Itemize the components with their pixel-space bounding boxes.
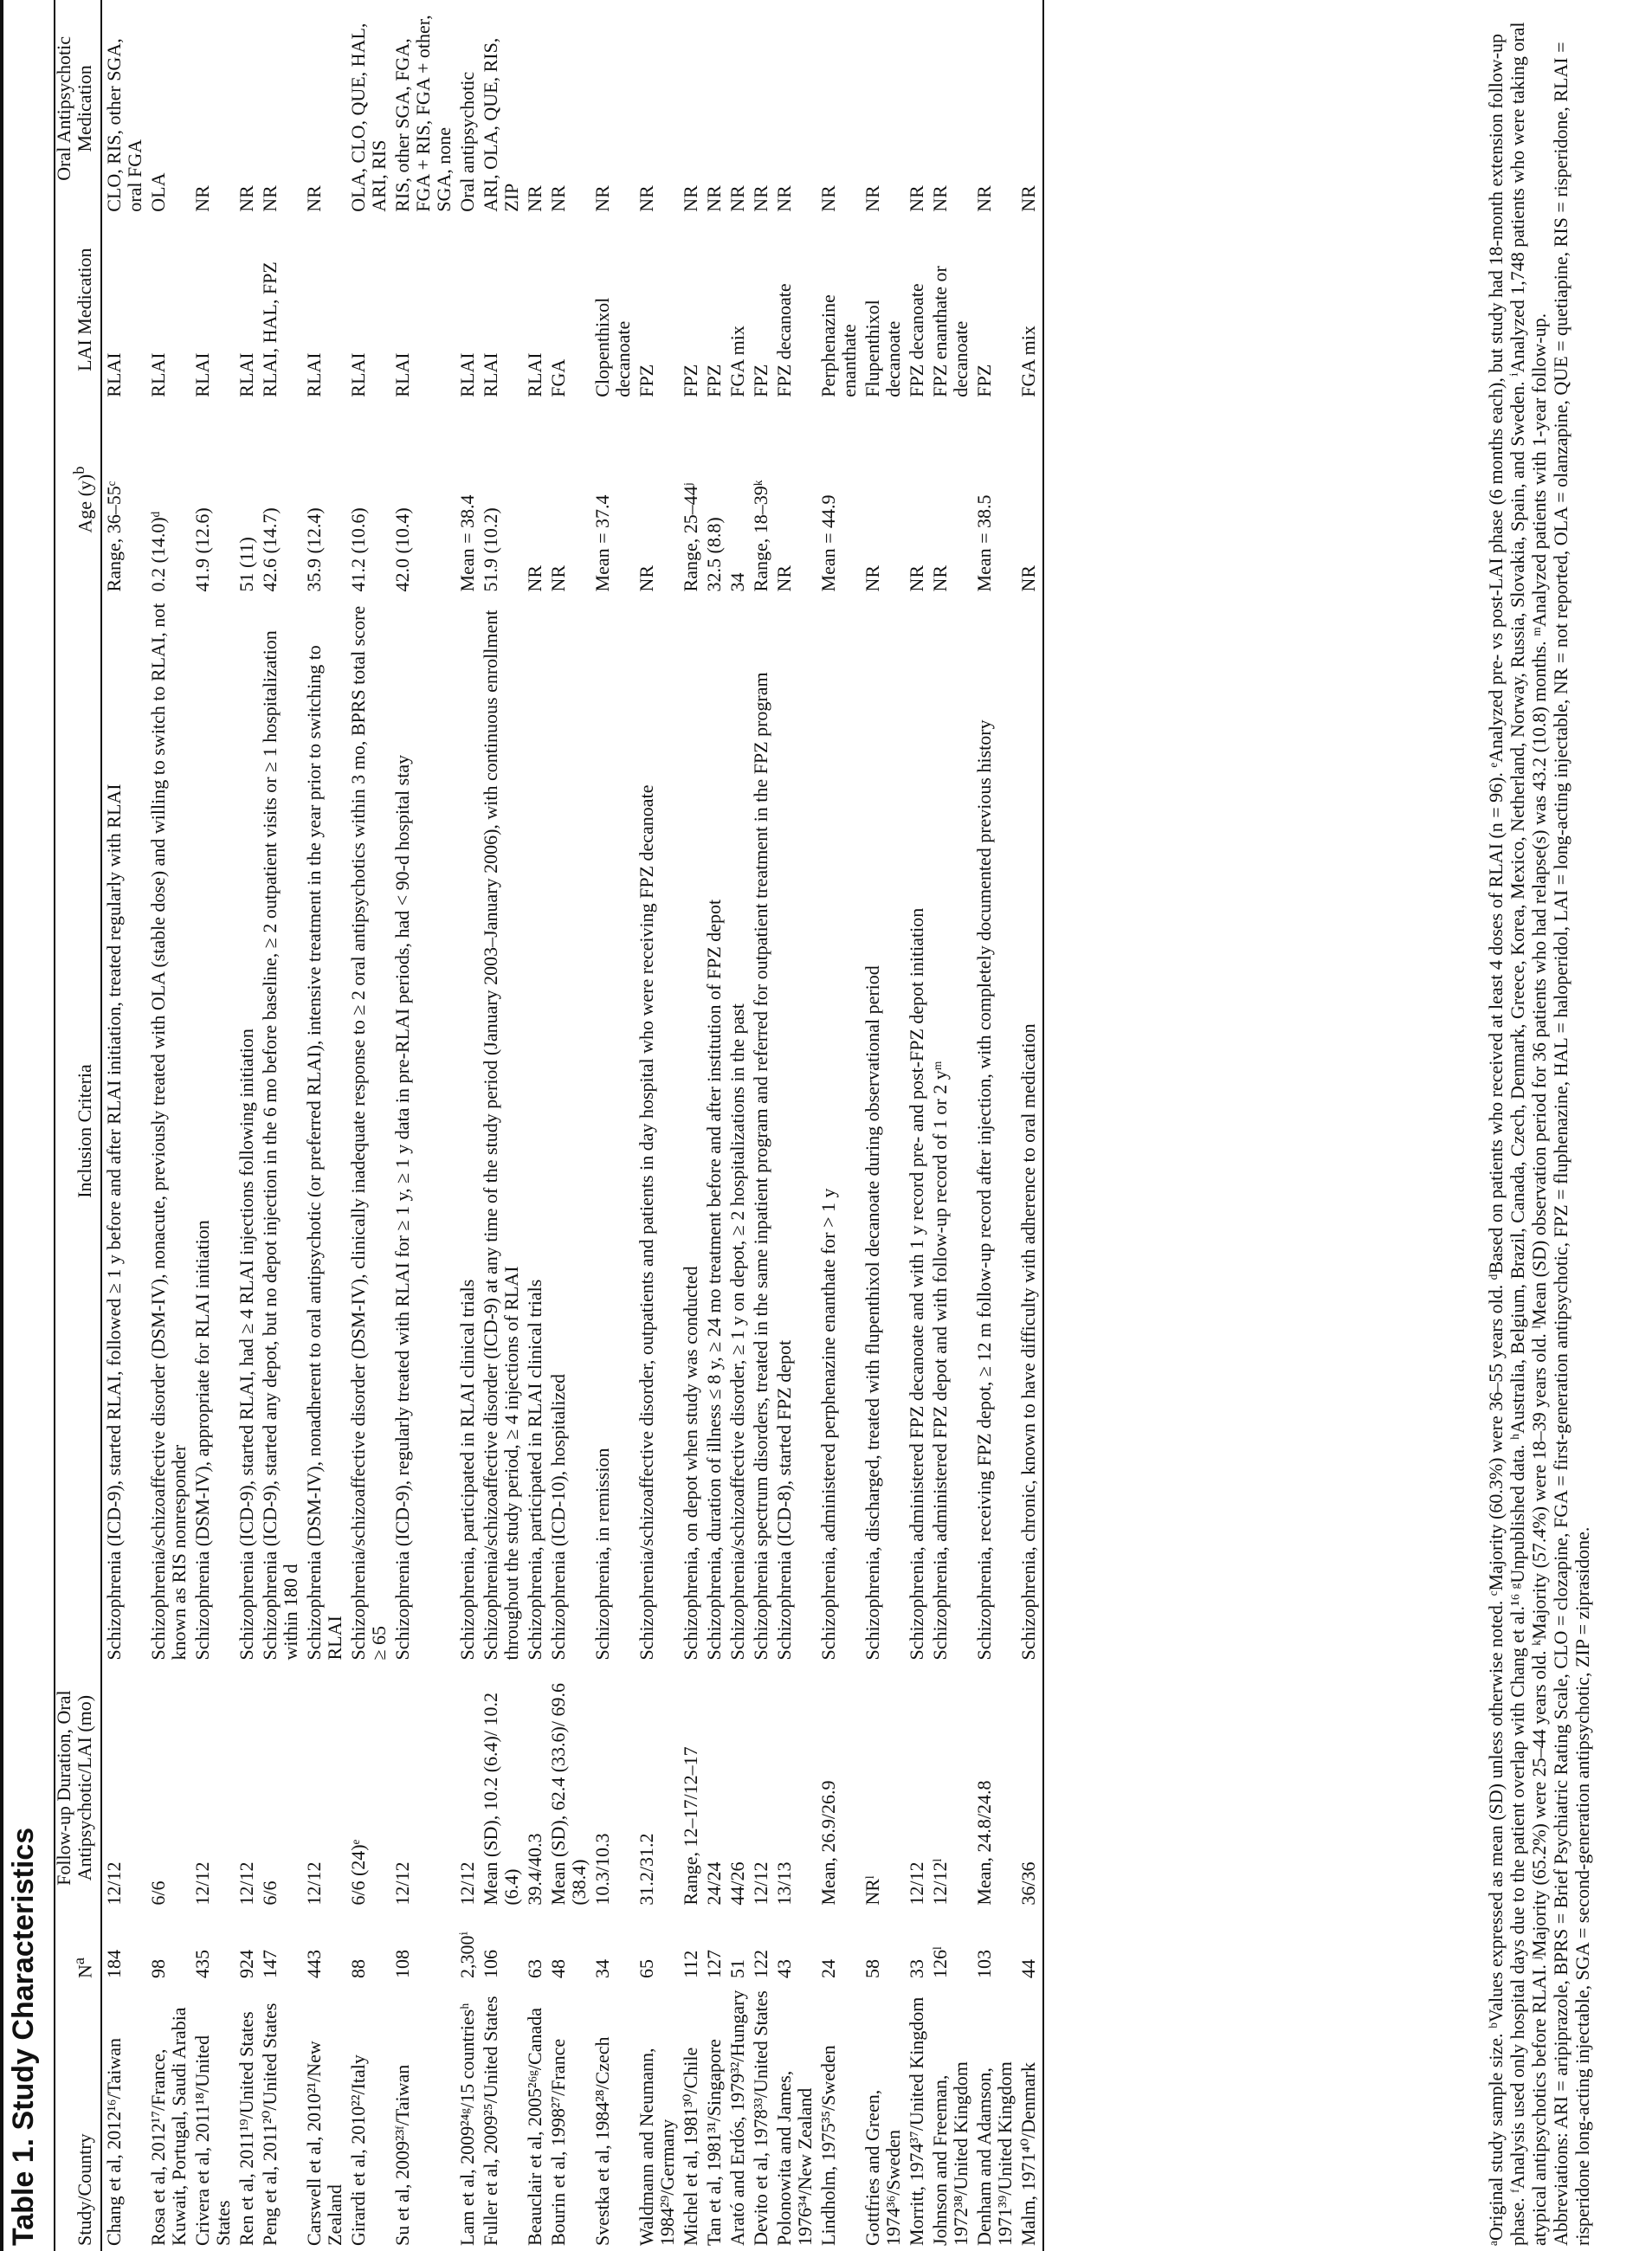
table-row [302, 0, 346, 2251]
table-row [972, 0, 1016, 2251]
cell-followup: 6/6 [259, 1880, 281, 1906]
cell-study: Crivera et al, 2011¹⁸/United States [191, 2035, 234, 2246]
cell-inclusion: Schizophrenia (ICD-10), hospitalized [547, 1374, 569, 1661]
cell-followup: Mean, 24.8/24.8 [973, 1780, 995, 1906]
cell-lai: RLAI [524, 352, 545, 397]
cell-n: 108 [391, 1949, 413, 1978]
cell-followup: 12/12 [236, 1861, 257, 1906]
table-footnotes [1485, 0, 1593, 2251]
cell-inclusion: Schizophrenia, administered FPZ decanoate and with 1 y record pre- and post-FPZ depot initiation [906, 907, 927, 1661]
cell-study: Polonowita and James, 1976³⁴/New Zealand [773, 2070, 816, 2246]
table-row [479, 0, 523, 2251]
cell-lai: FPZ decanoate [906, 283, 927, 397]
cell-inclusion: Schizophrenia, on depot when study was conducted [680, 1266, 701, 1661]
cell-followup: 6/6 (24)ᵉ [347, 1839, 369, 1906]
cell-inclusion: Schizophrenia, administered FPZ depot and with follow-up record of 1 or 2 yᵐ [929, 1061, 951, 1661]
cell-inclusion: Schizophrenia (ICD-9), regularly treated with RLAI for ≥ 1 y, ≥ 1 y data in pre-RLAI periods, had < 90-d hospital stay [391, 754, 413, 1661]
cell-inclusion: Schizophrenia/schizoaffective disorder (DSM-IV), clinically inadequate response to ≥ 2 oral antipsychotics within 3 mo, BPRS total score ≥ 65 [347, 605, 390, 1661]
cell-inclusion: Schizophrenia (DSM-IV), nonadherent to oral antipsychotic (or preferred RLAI), intensive treatment in the year prior to switching to RLAI [303, 645, 345, 1661]
table-title-bar [0, 0, 55, 2251]
cell-n: 44 [1016, 1911, 1043, 1983]
header-study-country: Study/Country [50, 1983, 101, 2251]
cell-n: 106 [480, 1949, 501, 1978]
cell-age: Range, 36–55ᶜ [103, 481, 125, 592]
cell-study: Fuller et al, 2009²⁵/United States [480, 1996, 501, 2246]
table-row [905, 0, 928, 2251]
cell-followup: 12/12 [906, 1861, 927, 1906]
table-row [346, 0, 390, 2251]
cell-followup: 6/6 [147, 1880, 169, 1906]
cell-inclusion: Schizophrenia, discharged, treated with flupenthixol decanoate during observational period [861, 965, 883, 1661]
cell-oral: NR [906, 185, 927, 212]
footnote-abbreviations: Abbreviations: ARI = aripiprazole, BPRS = Brief Psychiatric Rating Scale, CLO = clozapine, FGA = first-generation antipsychotic, FPZ = fluphenazine, HAL = haloperidol, LAI = long-acting injectable, NR = not reported, OLA = olanzapine, QUE = quetiapine, RIS = risperidone, RLAI = risperidone long-acting injectable, SGA = second-generation antipsychotic, ZIP = ziprasidone. [1550, 42, 1593, 2246]
cell-followup: 12/12 [303, 1861, 325, 1906]
cell-oral: NR [191, 185, 213, 212]
cell-study: Su et al, 2009²³ᶠ/Taiwan [391, 2064, 413, 2246]
cell-lai: RLAI, HAL, FPZ [259, 261, 281, 397]
cell-study: Peng et al, 2011²⁰/United States [259, 2003, 281, 2246]
cell-study: Morritt, 1974³⁷/United Kingdom [906, 1996, 927, 2246]
table-row [546, 0, 590, 2251]
cell-study: Rosa et al, 2012¹⁷/France, Kuwait, Portugal, Saudi Arabia [147, 2007, 190, 2246]
cell-n: 88 [347, 1958, 369, 1978]
cell-age: NR [547, 564, 569, 592]
cell-n: 443 [303, 1949, 325, 1978]
table-body [101, 0, 1043, 2251]
cell-oral: ARI, OLA, QUE, RIS, ZIP [480, 37, 522, 212]
table-row [1016, 0, 1043, 2251]
cell-followup: Mean (SD), 62.4 (33.6)/ 69.6 (38.4) [547, 1683, 590, 1906]
cell-n: 98 [147, 1958, 169, 1978]
cell-lai: RLAI [391, 352, 413, 397]
cell-age: 51.9 (10.2) [480, 507, 501, 592]
cell-age: NR [524, 564, 545, 592]
cell-followup: Mean, 26.9/26.9 [817, 1780, 839, 1906]
cell-followup: 12/12ˡ [929, 1858, 951, 1906]
cell-n: 122 [750, 1949, 771, 1978]
table-row [861, 0, 905, 2251]
cell-study: Carswell et al, 2010²¹/New Zealand [303, 2041, 345, 2246]
footnote-notes: ᵃOriginal study sample size. ᵇValues expressed as mean (SD) unless otherwise noted. ᶜMajority (60.3%) were 36–55 years old. ᵈBased on patients who received at least 4 doses of RLAI (n = 96). ᵉAnalyzed pre- vs post-LAI phase (6 months each), but study had 18-month extension follow-up phase. ᶠAnalysis used only hospital days due to the patient overlap with Chang et al.¹⁶ ᵍUnpublished data. ʰAustralia, Belgium, Brazil, Canada, Czech, Denmark, Greece, Korea, Mexico, Netherland, Norway, Russia, Slovakia, Spain, and Sweden. ⁱAnalyzed 1,748 patients who were taking oral atypical antipsychotics before RLAI. ʲMajority (65.2%) were 25–44 years old. ᵏMajority (57.4%) were 18–39 years old. ˡMean (SD) observation period for 36 patients who had relapse(s) was 43.2 (10.8) months. ᵐAnalyzed patients with 1-year follow-up. [1485, 22, 1550, 2246]
cell-age: NR [773, 564, 795, 592]
cell-followup: Mean (SD), 10.2 (6.4)/ 10.2 (6.4) [480, 1693, 522, 1906]
cell-lai: Clopenthixol decanoate [591, 297, 634, 397]
table-row [455, 0, 479, 2251]
cell-followup: 36/36 [1016, 1666, 1043, 1911]
cell-inclusion: Schizophrenia (ICD-9), started RLAI, had ≥ 4 RLAI injections following initiation [236, 1029, 257, 1661]
cell-study: Svestka et al, 1984²⁸/Czech [591, 2036, 613, 2246]
cell-n: 126ˡ [929, 1946, 951, 1978]
cell-oral: NR [524, 185, 545, 212]
cell-oral: NR [591, 185, 613, 212]
table-header [50, 0, 101, 2251]
table-row [928, 0, 972, 2251]
cell-inclusion: Schizophrenia, participated in RLAI clinical trials [524, 1279, 545, 1661]
cell-oral: NR [303, 185, 325, 212]
cell-lai: FPZ decanoate [773, 283, 795, 397]
cell-inclusion: Schizophrenia/schizoaffective disorder, outpatients and patients in day hospital who were receiving FPZ decanoate [636, 784, 657, 1661]
cell-followup: 13/13 [773, 1861, 795, 1906]
cell-age: NR [861, 564, 883, 592]
table-row [679, 0, 702, 2251]
cell-oral: OLA, CLO, QUE, HAL, ARI, RIS [347, 23, 390, 212]
cell-study: Arató and Erdós, 1979³²/Hungary [726, 1990, 748, 2246]
cell-n: 43 [773, 1958, 795, 1978]
cell-study: Girardi et al, 2010²²/Italy [347, 2054, 369, 2246]
cell-inclusion: Schizophrenia, administered perphenazine enanthate for > 1 y [817, 1188, 839, 1661]
cell-oral: CLO, RIS, other SGA, oral FGA [103, 38, 145, 212]
header-age-label: Age (y) [74, 474, 95, 533]
cell-followup: 44/26 [726, 1861, 748, 1906]
cell-oral: NR [817, 185, 839, 212]
cell-study: Bourin et al, 1998²⁷/France [547, 2038, 569, 2246]
cell-age: Mean = 37.4 [591, 494, 613, 592]
cell-oral: NR [750, 185, 771, 212]
cell-followup: 12/12 [456, 1861, 478, 1906]
table-row [523, 0, 546, 2251]
header-oral: Oral Antipsychotic Medication [50, 0, 101, 217]
cell-n: 65 [636, 1958, 657, 1978]
cell-age: 35.9 (12.4) [303, 507, 325, 592]
cell-inclusion: Schizophrenia, receiving FPZ depot, ≥ 12 m follow-up record after injection, with completely documented previous history [973, 719, 995, 1661]
cell-inclusion: Schizophrenia/schizoaffective disorder (DSM-IV), nonacute, previously treated with OLA (stable dose) and willing to switch to RLAI, not known as RIS nonresponder [147, 603, 190, 1661]
cell-lai: Flupenthixol decanoate [861, 300, 904, 397]
cell-age: NR [636, 564, 657, 592]
table-title: Table 1. Study Characteristics [7, 1827, 40, 2246]
table-row [590, 0, 635, 2251]
cell-lai: RLAI [303, 352, 325, 397]
cell-oral: NR [861, 185, 883, 212]
cell-age: 0.2 (14.0)ᵈ [147, 511, 169, 592]
cell-n: 51 [726, 1958, 748, 1978]
cell-oral: NR [680, 185, 701, 212]
cell-oral: NR [259, 185, 281, 212]
cell-inclusion: Schizophrenia, duration of illness ≤ 8 y, ≥ 24 mo treatment before and after institution of FPZ depot [703, 899, 725, 1661]
cell-n: 33 [906, 1958, 927, 1978]
cell-inclusion: Schizophrenia spectrum disorders, treated in the same inpatient program and referred for outpatient treatment in the FPZ program [750, 672, 771, 1661]
header-inclusion: Inclusion Criteria [50, 597, 101, 1665]
cell-study: Denham and Adamson, 1971³⁹/United Kingdom [973, 2061, 1016, 2246]
table-row [726, 0, 749, 2251]
cell-lai: RLAI [147, 352, 169, 397]
cell-study: Chang et al, 2012¹⁶/Taiwan [103, 2037, 125, 2246]
header-age-footnote: b [69, 466, 87, 474]
cell-age: 42.6 (14.7) [259, 507, 281, 592]
cell-n: 24 [817, 1958, 839, 1978]
header-followup: Follow-up Duration, Oral Antipsychotic/LAI (mo) [50, 1666, 101, 1911]
table-row [749, 0, 772, 2251]
header-row [50, 0, 101, 2251]
cell-n: 48 [547, 1958, 569, 1978]
header-lai: LAI Medication [50, 217, 101, 403]
cell-inclusion: Schizophrenia, in remission [591, 1448, 613, 1661]
cell-followup: 12/12 [103, 1861, 125, 1906]
cell-oral: Oral antipsychotic [456, 71, 478, 212]
cell-oral: NR [236, 185, 257, 212]
cell-study: Michel et al, 1981³⁰/Chile [680, 2047, 701, 2246]
cell-oral: RIS, other SGA, FGA, FGA + RIS, FGA + other, SGA, none [391, 15, 455, 212]
cell-study: Devito et al, 1978³³/United States [750, 1990, 771, 2246]
cell-oral: NR [929, 185, 951, 212]
cell-n: 63 [524, 1958, 545, 1978]
cell-age: Mean = 38.5 [973, 494, 995, 592]
cell-oral: NR [636, 185, 657, 212]
cell-n: 435 [191, 1949, 213, 1978]
cell-followup: 12/12 [391, 1861, 413, 1906]
cell-study: Johnson and Freeman, 1972³⁸/United Kingdom [929, 2061, 971, 2246]
cell-n: 147 [259, 1949, 281, 1978]
cell-study: Ren et al, 2011¹⁹/United States [236, 2011, 257, 2246]
cell-followup: 39.4/40.3 [524, 1833, 545, 1906]
cell-age: Mean = 44.9 [817, 494, 839, 592]
cell-n: 112 [680, 1950, 701, 1978]
cell-age: 41.2 (10.6) [347, 507, 369, 592]
cell-inclusion: Schizophrenia (ICD-9), started RLAI, followed ≥ 1 y before and after RLAI initiation, treated regularly with RLAI [103, 784, 125, 1661]
cell-n: 924 [236, 1949, 257, 1978]
cell-age: NR [1016, 403, 1043, 597]
cell-lai: RLAI [456, 352, 478, 397]
header-n-label: N [74, 1964, 95, 1978]
cell-oral: NR [973, 185, 995, 212]
header-n-footnote: a [69, 1957, 87, 1965]
cell-followup: 31.2/31.2 [636, 1833, 657, 1906]
study-characteristics-table [50, 0, 1044, 2251]
cell-study: Lindholm, 1975³⁵/Sweden [817, 2045, 839, 2246]
cell-oral: OLA [147, 172, 169, 212]
cell-inclusion: Schizophrenia, participated in RLAI clinical trials [456, 1279, 478, 1661]
cell-age: 34 [726, 572, 748, 592]
table-row [702, 0, 726, 2251]
cell-lai: RLAI [191, 352, 213, 397]
table-row [258, 0, 302, 2251]
cell-study: Waldmann and Neumann, 1984²⁹/Germany [636, 2048, 678, 2246]
cell-lai: FGA mix [726, 326, 748, 397]
cell-age: NR [906, 564, 927, 592]
table-row [816, 0, 861, 2251]
cell-study: Beauclair et al, 2005²⁶ᵍ/Canada [524, 2008, 545, 2246]
cell-age: Mean = 38.4 [456, 494, 478, 592]
cell-followup: 24/24 [703, 1861, 725, 1906]
cell-oral: NR [1016, 0, 1043, 217]
cell-lai: FPZ [973, 364, 995, 397]
cell-inclusion: Schizophrenia, chronic, known to have difficulty with adherence to oral medication [1016, 597, 1043, 1665]
header-age [50, 403, 101, 597]
table-row [235, 0, 258, 2251]
cell-lai: RLAI [103, 352, 125, 397]
cell-study: Gottfries and Green, 1974³⁶/Sweden [861, 2089, 904, 2246]
cell-inclusion: Schizophrenia (ICD-9), started any depot, but no depot injection in the 6 mo before baseline, ≥ 2 outpatient visits or ≥ 1 hospitalization within 180 d [259, 630, 301, 1661]
cell-lai: FGA mix [1016, 217, 1043, 403]
cell-age: Range, 18–39ᵏ [750, 480, 771, 592]
cell-lai: FPZ enanthate or decanoate [929, 266, 971, 397]
cell-oral: NR [726, 185, 748, 212]
cell-inclusion: Schizophrenia/schizoaffective disorder (ICD-9) at any time of the study period (January 2003–January 2006), with continuous enrollment throughout the study period, ≥ 4 injections of RLAI [480, 610, 522, 1661]
cell-n: 103 [973, 1949, 995, 1978]
cell-followup: NRˡ [861, 1875, 883, 1906]
cell-study: Malm, 1971⁴⁰/Denmark [1016, 1983, 1043, 2251]
cell-oral: NR [547, 185, 569, 212]
cell-lai: FPZ [703, 364, 725, 397]
cell-age: 41.9 (12.6) [191, 507, 213, 592]
cell-inclusion: Schizophrenia (DSM-IV), appropriate for RLAI initiation [191, 1220, 213, 1661]
table-row [190, 0, 235, 2251]
cell-n: 34 [591, 1958, 613, 1978]
cell-lai: RLAI [347, 352, 369, 397]
cell-followup: 12/12 [191, 1861, 213, 1906]
cell-age: Range, 25–44ʲ [680, 482, 701, 592]
cell-oral: NR [773, 185, 795, 212]
cell-n: 2,300ⁱ [456, 1932, 478, 1978]
cell-inclusion: Schizophrenia (ICD-8), started FPZ depot [773, 1339, 795, 1661]
cell-followup: 12/12 [750, 1861, 771, 1906]
cell-lai: FPZ [680, 364, 701, 397]
table-row [390, 0, 455, 2251]
table-row [772, 0, 816, 2251]
cell-lai: FPZ [636, 364, 657, 397]
cell-n: 184 [103, 1949, 125, 1978]
cell-lai: FGA [547, 358, 569, 397]
cell-followup: 10.3/10.3 [591, 1833, 613, 1906]
cell-n: 58 [861, 1958, 883, 1978]
cell-inclusion: Schizophrenia/schizoaffective disorder, ≥ 1 y on depot, ≥ 2 hospitalizations in the past [726, 1003, 748, 1661]
cell-study: Tan et al, 1981³¹/Singapore [703, 2039, 725, 2246]
cell-age: NR [929, 564, 951, 592]
cell-n: 127 [703, 1949, 725, 1978]
cell-oral: NR [703, 185, 725, 212]
cell-lai: Perphenazine enanthate [817, 294, 860, 397]
table-row [635, 0, 679, 2251]
cell-lai: RLAI [480, 352, 501, 397]
table-row [146, 0, 190, 2251]
header-n [50, 1911, 101, 1983]
cell-study: Lam et al, 2009²⁴ᵍ/15 countriesʰ [456, 2003, 478, 2246]
cell-age: 51 (11) [236, 537, 257, 592]
table-row [101, 0, 146, 2251]
cell-followup: Range, 12–17/12–17 [680, 1746, 701, 1906]
cell-age: 42.0 (10.4) [391, 507, 413, 592]
cell-age: 32.5 (8.8) [703, 517, 725, 592]
cell-lai: FPZ [750, 364, 771, 397]
cell-lai: RLAI [236, 352, 257, 397]
